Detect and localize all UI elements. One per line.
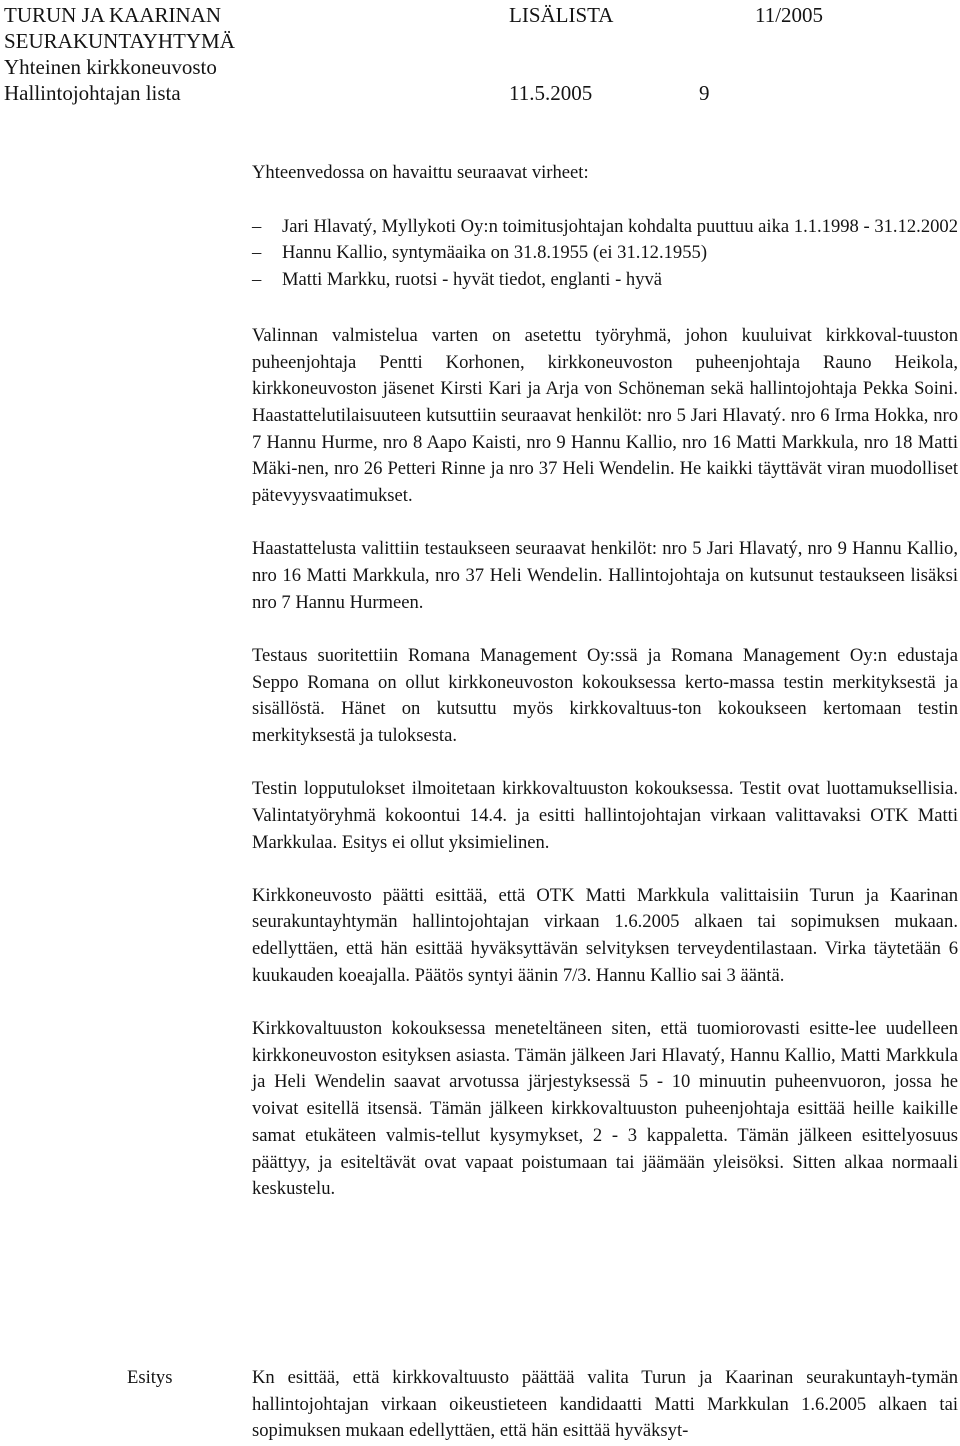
error-text: Jari Hlavatý, Myllykoti Oy:n toimitusjohtajan kohdalta puuttuu aika 1.1.1998 - 31.12.2002 bbox=[282, 215, 959, 237]
errors-intro: Yhteenvedossa on havaittu seuraavat virheet: bbox=[252, 162, 589, 183]
dash-bullet: – bbox=[252, 269, 262, 291]
proposal-label: Esitys bbox=[127, 1367, 173, 1388]
header-organization: TURUN JA KAARINAN bbox=[4, 3, 222, 27]
header-line-1 bbox=[4, 2, 904, 28]
header-line-3 bbox=[4, 54, 904, 80]
header-date: 11.5.2005 bbox=[509, 81, 593, 105]
header-body-name: Yhteinen kirkkoneuvosto bbox=[4, 55, 217, 79]
header-issue-number: 11/2005 bbox=[755, 3, 824, 27]
proposal-text: Kn esittää, että kirkkovaltuusto päättää valita Turun ja Kaarinan seurakuntayh-tymän hallintojohtajan virkaan oikeustieteen kandidaatti Matti Markkulan 1.6.2005 alkaen tai sopimuksen mukaan edellyttäen, että hän esittää hyväksyt- bbox=[252, 1367, 958, 1442]
error-item bbox=[252, 240, 958, 267]
header-page-number: 9 bbox=[699, 81, 710, 105]
paragraph-testing-selection: Haastattelusta valittiin testaukseen seuraavat henkilöt: nro 5 Jari Hlavatý, nro 9 Hannu Kallio, nro 16 Matti Markkula, nro 37 Heli Wendelin. Hallintojohtaja on kutsunut testaukseen lisäksi nro 7 Hannu Hurmeen. bbox=[252, 538, 958, 613]
page-header bbox=[4, 2, 904, 106]
dash-bullet: – bbox=[252, 242, 262, 264]
error-item bbox=[252, 214, 958, 241]
header-document-type: LISÄLISTA bbox=[509, 3, 614, 27]
error-text: Matti Markku, ruotsi - hyvät tiedot, englanti - hyvä bbox=[282, 269, 663, 291]
header-line-2 bbox=[4, 28, 904, 54]
dash-bullet: – bbox=[252, 215, 262, 237]
paragraph-meeting-procedure: Kirkkovaltuuston kokouksessa meneteltäneen siten, että tuomiorovasti esitte-lee uudelleen kirkkoneuvoston esityksen asiasta. Tämän jälkeen Jari Hlavatý, Hannu Kallio, Matti Markkula ja Heli Wendelin saavat arvotussa järjestyksessä 5 - 10 minuutin puheenvuoron, jossa he voivat esitellä itsensä. Tämän jälkeen kirkkovaltuuston puheenjohtaja esittää heille kaikille samat etukäteen valmis-tellut kysymykset, 2 - 3 kappaletta. Tämän jälkeen esittelyosuus päättyy, ja esiteltävät ovat vapaat poistumaan tai jäämään yleisöksi. Sitten alkaa normaali keskustelu. bbox=[252, 1018, 958, 1200]
paragraph-test-results: Testin lopputulokset ilmoitetaan kirkkovaltuuston kokouksessa. Testit ovat luottamuksellisia. Valintatyöryhmä kokoontui 14.4. ja esitti hallintojohtajan virkaan valittavaksi OTK Matti Markkulaa. Esitys ei ollut yksimielinen. bbox=[252, 778, 958, 853]
paragraph-working-group: Valinnan valmistelua varten on asetettu työryhmä, johon kuuluivat kirkkoval-tuuston puheenjohtaja Pentti Korhonen, kirkkoneuvoston puheenjohtaja Rauno Heikola, kirkkoneuvoston jäsenet Kirsti Kari ja Arja von Schöneman sekä hallintojohtaja Pekka Soini. Haastattelutilaisuuteen kutsuttiin seuraavat henkilöt: nro 5 Jari Hlavatý. nro 6 Irma Hokka, nro 7 Hannu Hurme, nro 8 Aapo Kaisti, nro 9 Hannu Kallio, nro 16 Matti Markkula, nro 18 Matti Mäki-nen, nro 26 Petteri Rinne ja nro 37 Heli Wendelin. He kaikki täyttävät viran muodolliset pätevyysvaatimukset. bbox=[252, 324, 958, 507]
header-list-name: Hallintojohtajan lista bbox=[4, 81, 181, 105]
errors-list bbox=[252, 214, 958, 294]
header-line-4 bbox=[4, 80, 904, 106]
document-body bbox=[252, 160, 958, 1230]
error-text: Hannu Kallio, syntymäaika on 31.8.1955 (ei 31.12.1955) bbox=[282, 242, 708, 264]
header-organization-line-2: SEURAKUNTAYHTYMÄ bbox=[4, 29, 235, 53]
paragraph-testing-performed: Testaus suoritettiin Romana Management Oy:ssä ja Romana Management Oy:n edustaja Seppo Romana on ollut kirkkoneuvoston kokouksessa kerto-massa testin merkityksestä ja sisällöstä. Hänet on kutsuttu myös kirkkovaltuus-ton kokoukseen kertomaan testin merkityksestä ja tuloksesta. bbox=[252, 644, 958, 746]
error-item bbox=[252, 267, 958, 294]
paragraph-board-decision: Kirkkoneuvosto päätti esittää, että OTK Matti Markkula valittaisiin Turun ja Kaarinan seurakuntayhtymän hallintojohtajan virkaan 1.6.2005 alkaen tai sopimuksen mukaan. edellyttäen, että hän esittää hyväksyttävän selvityksen terveydentilastaan. Virka täytetään 6 kuukauden koeajalla. Päätös syntyi äänin 7/3. Hannu Kallio sai 3 ääntä. bbox=[252, 884, 958, 986]
